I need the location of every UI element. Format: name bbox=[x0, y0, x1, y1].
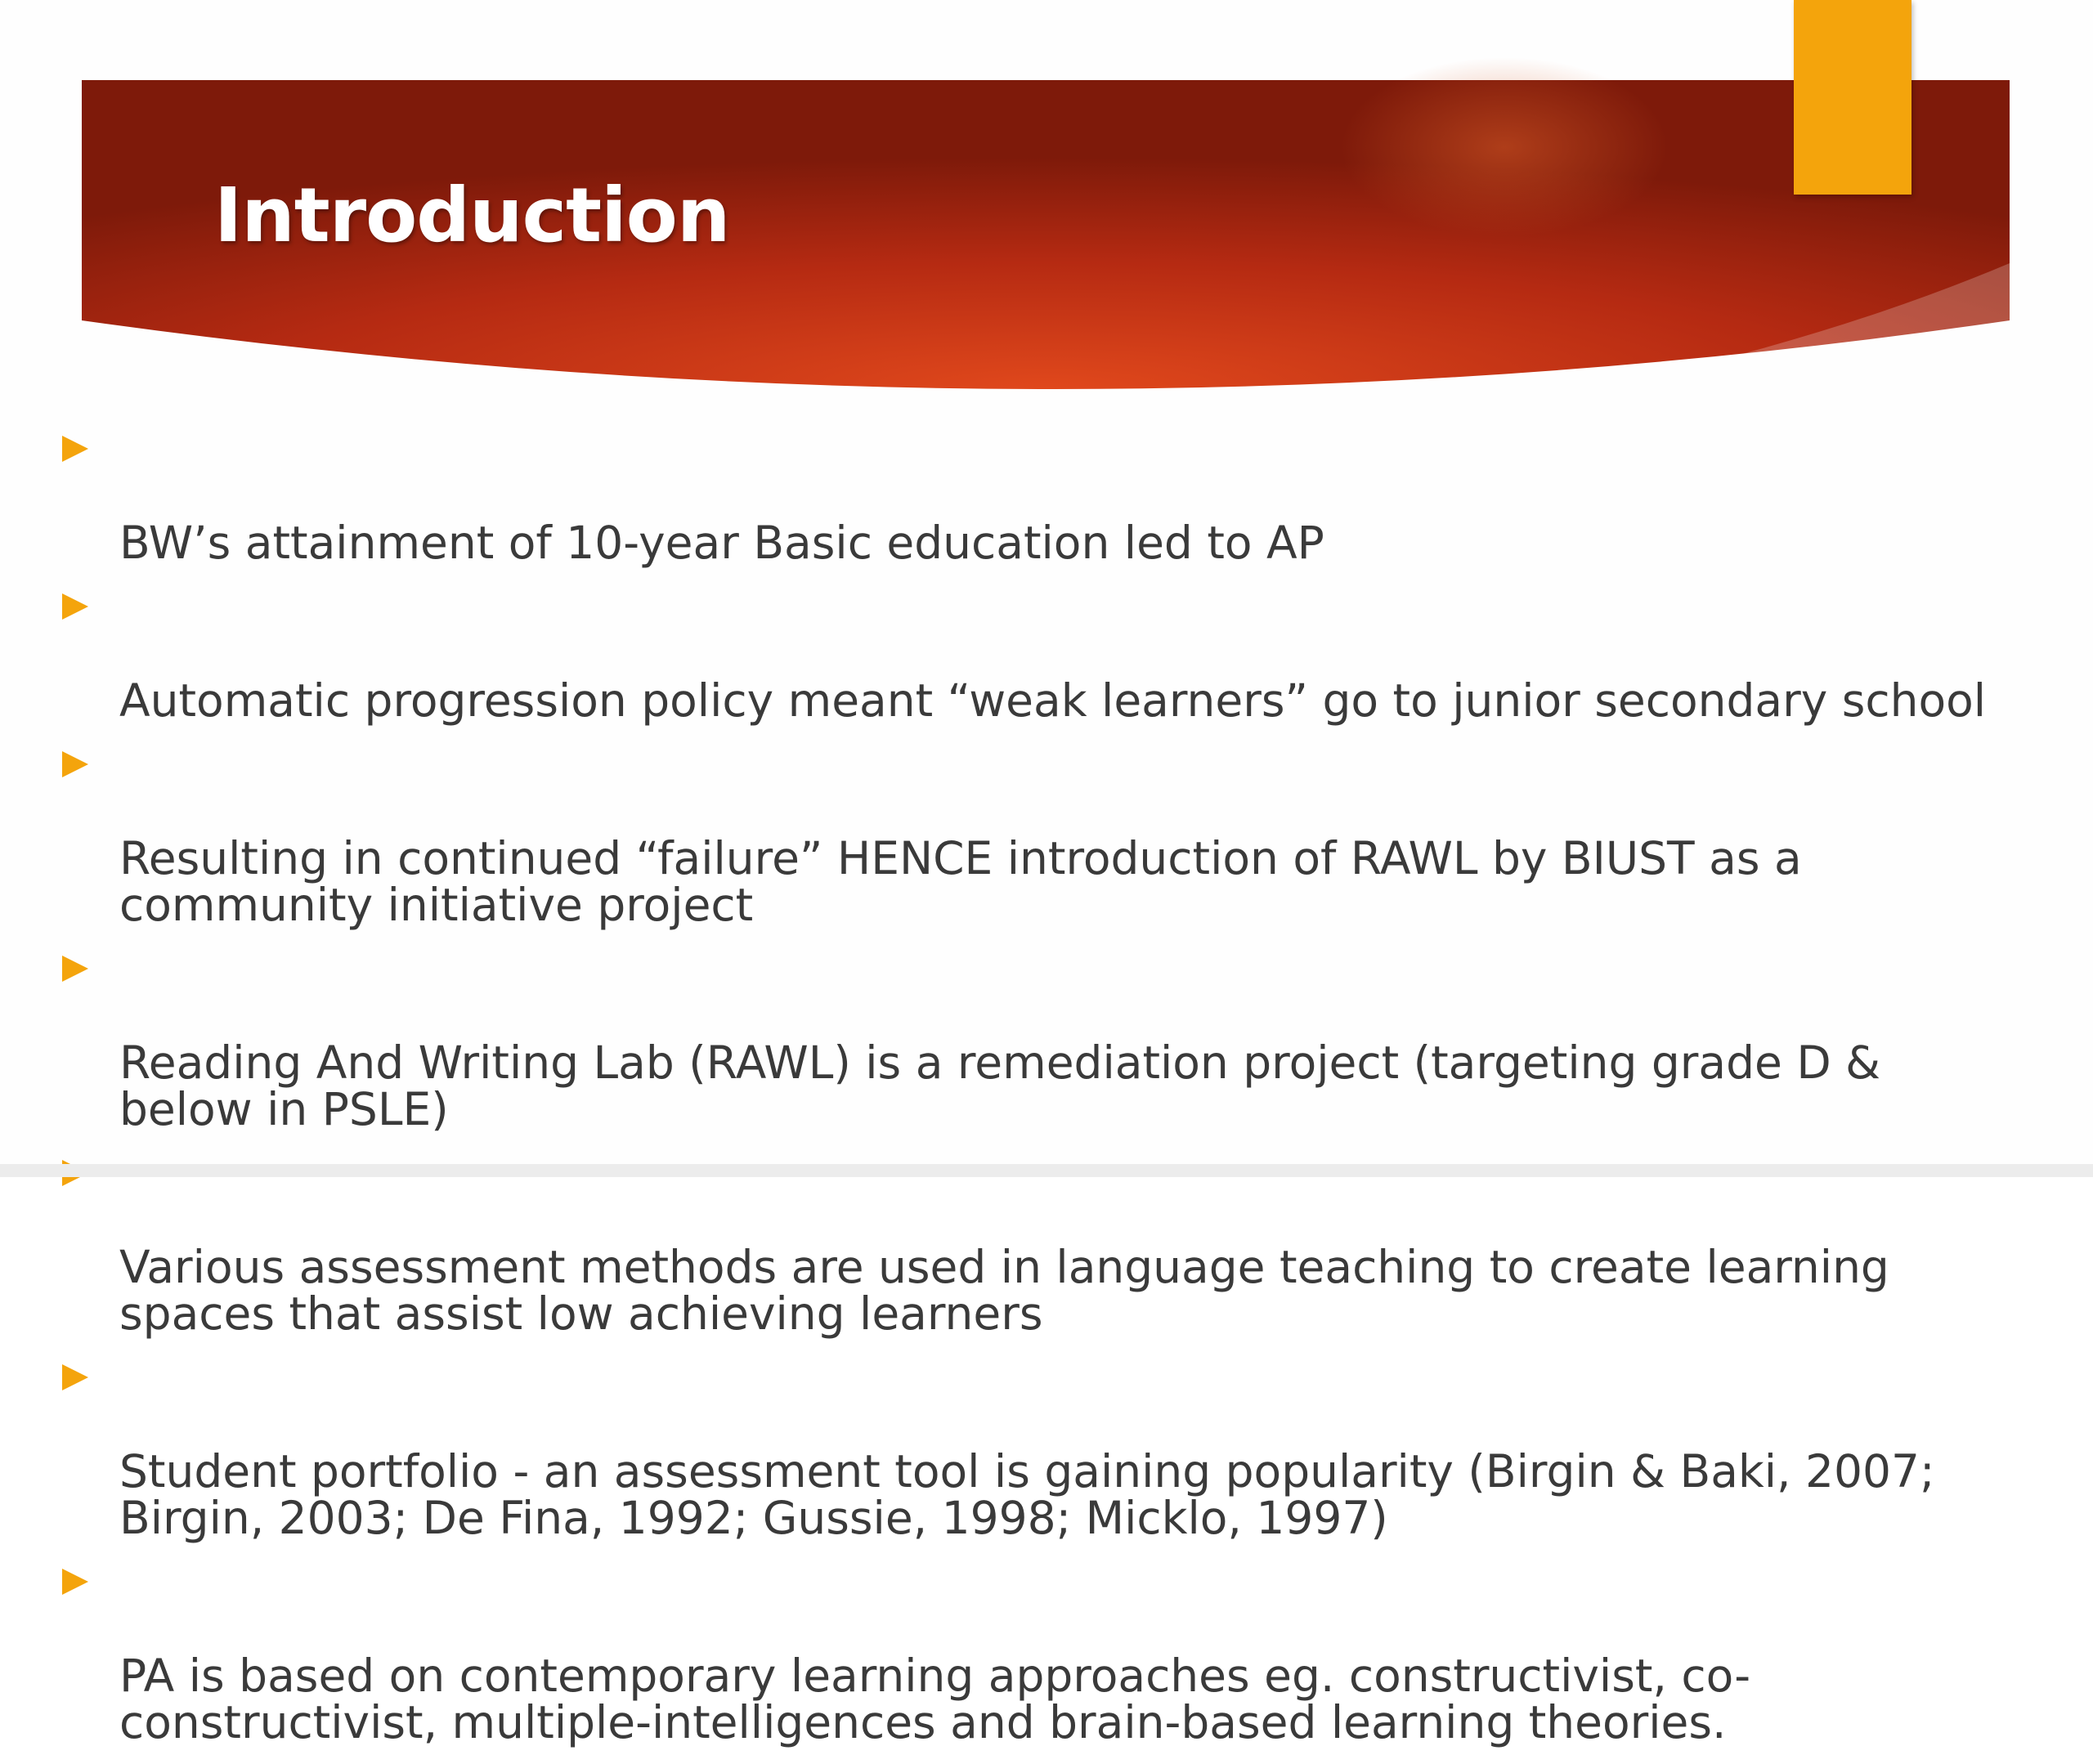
bullet-text: BW’s attainment of 10-year Basic education led to AP bbox=[119, 517, 1324, 569]
triangle-right-icon bbox=[62, 436, 88, 462]
bullet-item bbox=[59, 742, 2054, 929]
bullet-text: Various assessment methods are used in language teaching to create learning spaces that assist low achieving learners bbox=[119, 1241, 1889, 1340]
bullet-text: Resulting in continued “failure” HENCE introduction of RAWL by BIUST as a community initiative project bbox=[119, 832, 1802, 931]
bullet-item bbox=[59, 1151, 2054, 1340]
accent-tab bbox=[1794, 0, 1911, 195]
bullet-text: Student portfolio - an assessment tool is gaining popularity (Birgin & Baki, 2007; Birgin, 2003; De Fina, 1992; Gussie, 1998; Micklo, 1997) bbox=[119, 1445, 1935, 1544]
triangle-right-icon bbox=[62, 751, 88, 777]
bullet-item bbox=[59, 1355, 2054, 1542]
triangle-right-icon bbox=[62, 593, 88, 620]
bullet-text: Automatic progression policy meant “weak learners” go to junior secondary school bbox=[119, 674, 1987, 727]
bullet-item bbox=[59, 584, 2054, 727]
bottom-strip bbox=[0, 1164, 2093, 1177]
triangle-right-icon bbox=[62, 956, 88, 982]
banner-glow bbox=[1341, 57, 1668, 237]
bullet-text: PA is based on contemporary learning approaches eg. constructivist, co- constructivist, multiple-intelligences and brain-based learning theories. bbox=[119, 1650, 1751, 1748]
triangle-right-icon bbox=[62, 1364, 88, 1390]
slide-title: Introduction bbox=[214, 172, 730, 259]
triangle-right-icon bbox=[62, 1569, 88, 1595]
bullet-item bbox=[59, 1560, 2054, 1746]
bullet-text: Reading And Writing Lab (RAWL) is a remediation project (targeting grade D & below in PSLE) bbox=[119, 1036, 1881, 1135]
bullet-item bbox=[59, 947, 2054, 1133]
bullet-item bbox=[59, 427, 2054, 569]
bullet-list bbox=[59, 427, 2054, 1764]
